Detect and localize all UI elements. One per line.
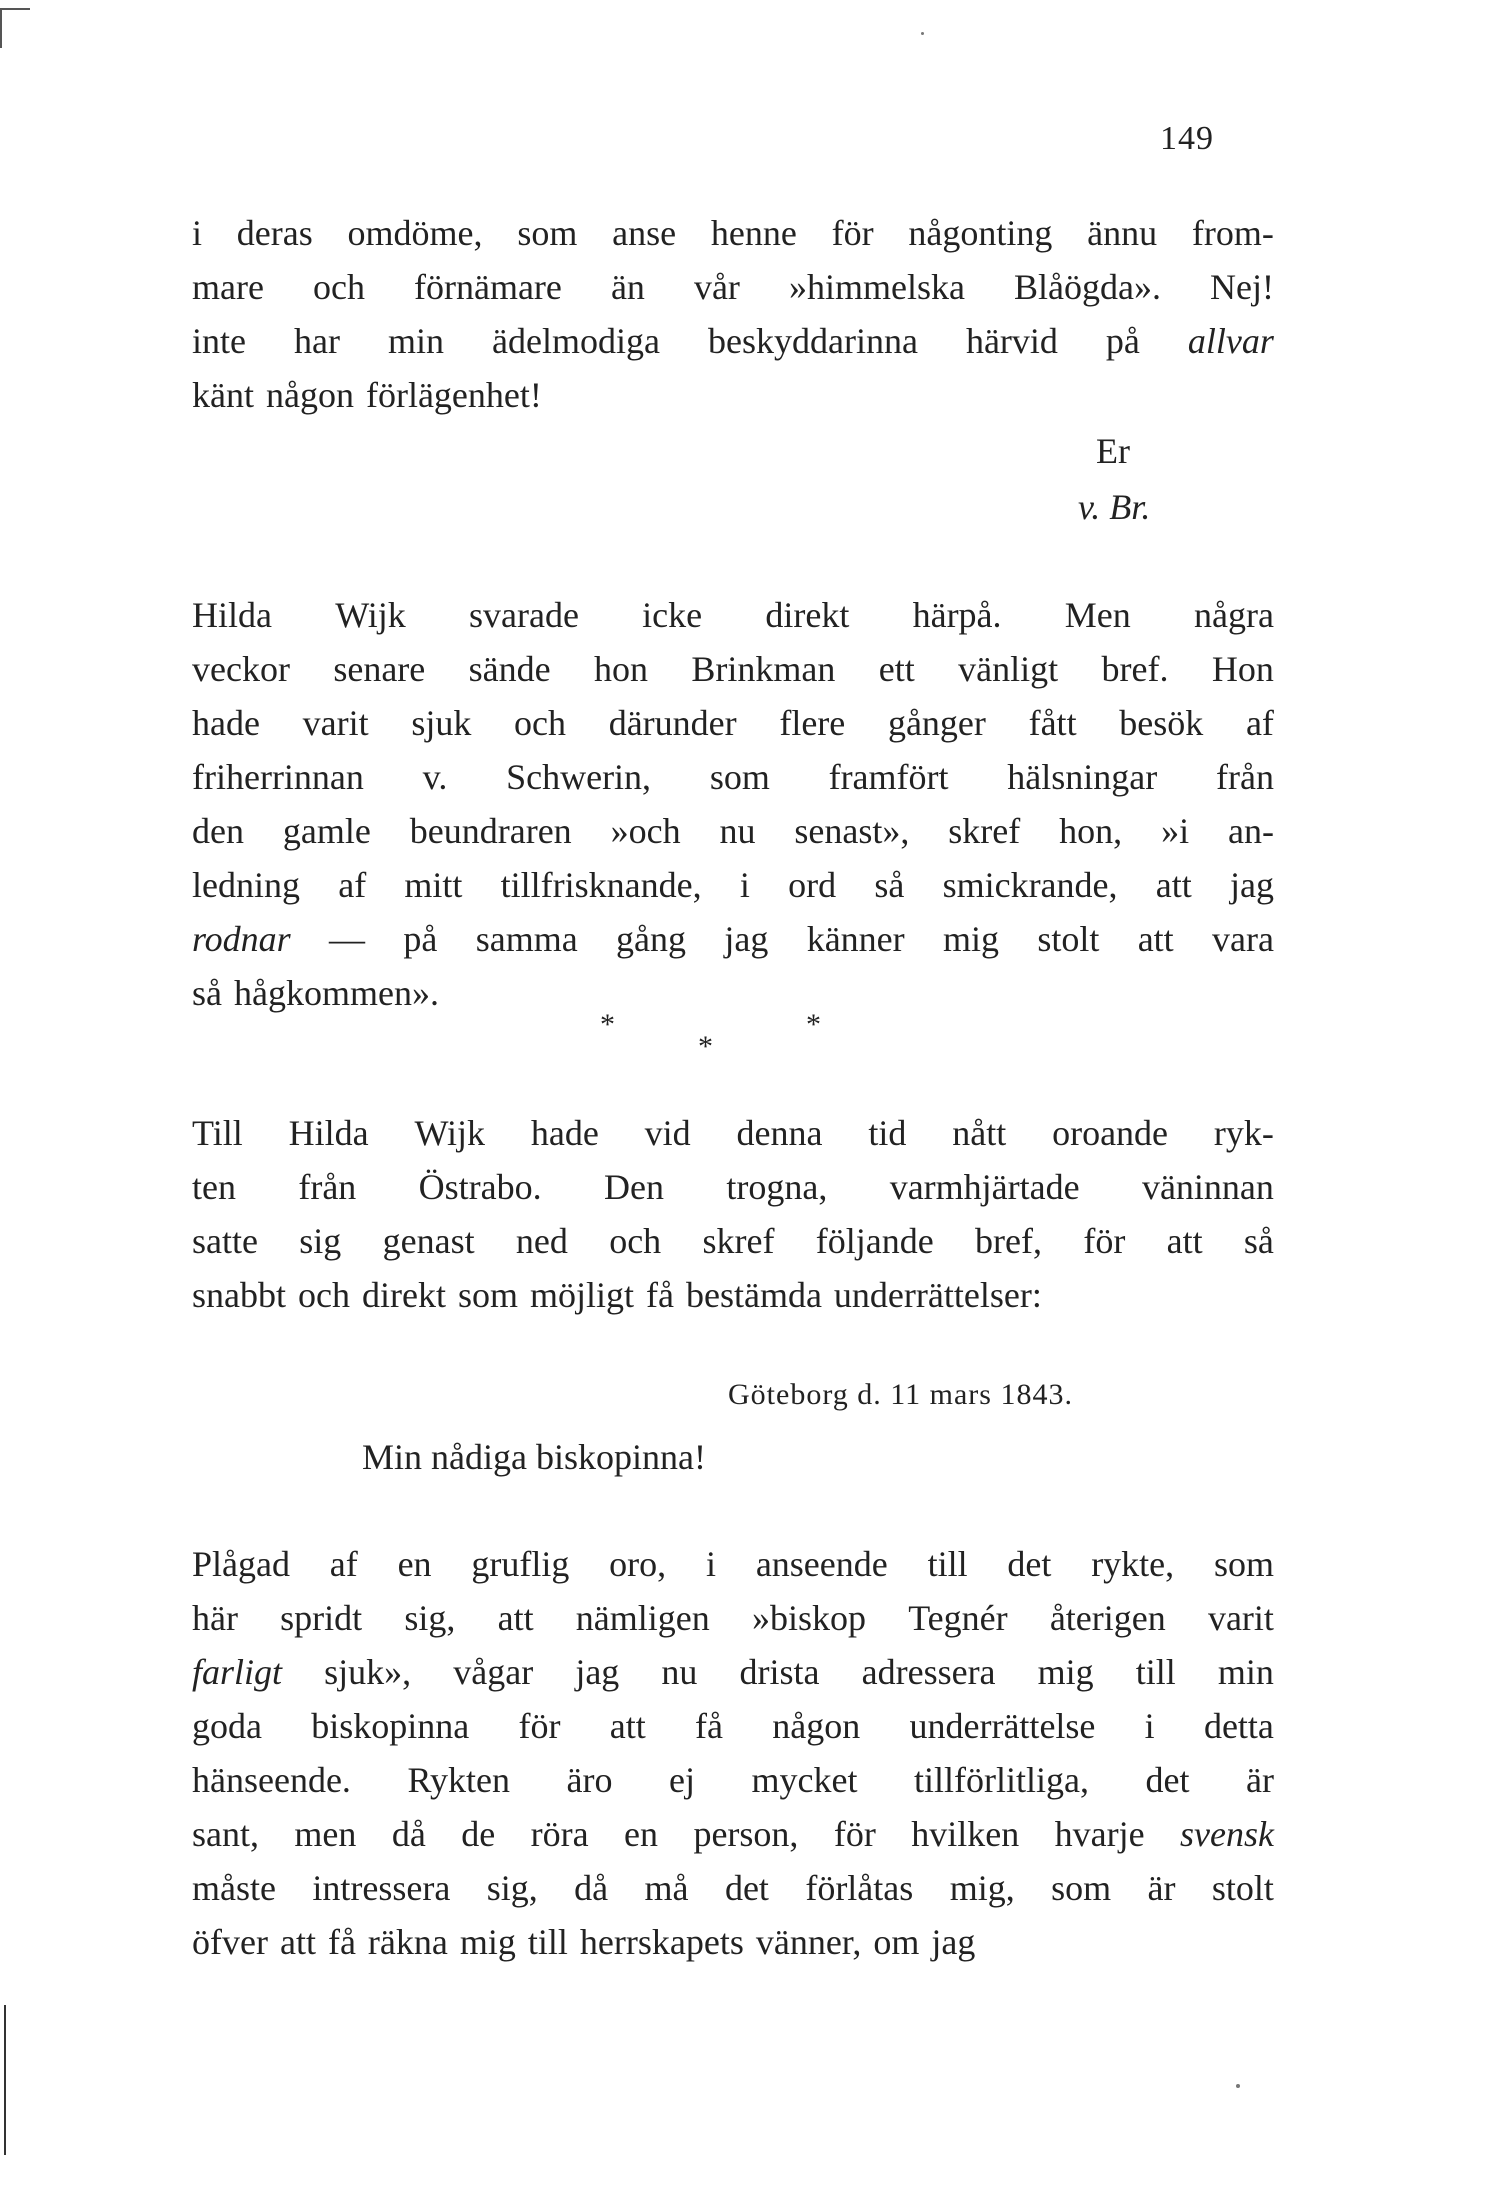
word: Hilda (288, 1113, 369, 1153)
word: veckor (192, 649, 290, 689)
word: ryk- (1213, 1113, 1274, 1153)
word: skref (702, 1221, 775, 1261)
word: i (192, 213, 203, 253)
word: nått (952, 1113, 1007, 1153)
word: beundraren (409, 811, 572, 851)
scan-edge-mark (0, 8, 2, 48)
text-line (192, 314, 1274, 368)
word: härvid (965, 321, 1058, 361)
word: väninnan (1141, 1167, 1274, 1207)
word: tillförlitliga, (914, 1760, 1089, 1800)
word: an- (1227, 811, 1274, 851)
word: här (192, 1598, 238, 1638)
word: att (1137, 919, 1174, 959)
word: att (497, 1598, 534, 1638)
word: i (739, 865, 750, 905)
word: henne (710, 213, 797, 253)
word: hade (192, 703, 260, 743)
word: då (574, 1868, 609, 1908)
word: hänseende. (192, 1760, 351, 1800)
word: hade (530, 1113, 599, 1153)
word: genast (382, 1221, 475, 1261)
word: deras (236, 213, 313, 253)
word: af (1245, 703, 1274, 743)
text-line (192, 750, 1274, 804)
word: jag (575, 1652, 620, 1692)
word: än (610, 267, 645, 307)
word: underrättelser: (833, 1275, 1042, 1315)
text-line (192, 1915, 1274, 1969)
word: så (874, 865, 905, 905)
word: om (873, 1922, 920, 1962)
text-line (192, 912, 1274, 966)
word: förnämare (414, 267, 562, 307)
word: det (1007, 1544, 1052, 1584)
word: — (329, 919, 366, 959)
word: för (833, 1814, 876, 1854)
scan-edge-mark (0, 8, 30, 10)
word: mitt (404, 865, 463, 905)
word: till (927, 1544, 968, 1584)
text-line (192, 1268, 1274, 1322)
word: mare (192, 267, 264, 307)
word: Tegnér (908, 1598, 1008, 1638)
scan-speck (1236, 2084, 1240, 2088)
word: snabbt (192, 1275, 286, 1315)
word: beskyddarinna (707, 321, 918, 361)
word: att (1155, 865, 1192, 905)
word: någonting (908, 213, 1053, 253)
word: mig, (949, 1868, 1015, 1908)
word: från (298, 1167, 357, 1207)
word: en (624, 1814, 659, 1854)
word: få (646, 1275, 674, 1315)
word: så (1243, 1221, 1274, 1261)
word: omdöme, (347, 213, 483, 253)
word: förlåtas (805, 1868, 914, 1908)
word: Wijk (414, 1113, 485, 1153)
section-break-asterisk: * (698, 1030, 713, 1063)
paragraph-2 (192, 588, 1274, 1020)
word: Nej! (1209, 267, 1274, 307)
word: from- (1191, 213, 1274, 253)
word: farligt (192, 1652, 283, 1692)
word: intressera (312, 1868, 451, 1908)
word: stolt (1211, 1868, 1274, 1908)
word: mig (942, 919, 999, 959)
word: det (1145, 1760, 1190, 1800)
word: Men (1064, 595, 1131, 635)
word: det (724, 1868, 769, 1908)
word: nämligen (575, 1598, 710, 1638)
word: smickrande, (942, 865, 1118, 905)
text-line (192, 696, 1274, 750)
word: och (514, 703, 567, 743)
word: friherrinnan (192, 757, 364, 797)
word: denna (736, 1113, 823, 1153)
word: underrättelse (909, 1706, 1096, 1746)
word: direkt (765, 595, 850, 635)
word: allvar (1187, 321, 1274, 361)
scan-edge-mark (4, 2005, 6, 2155)
word: direkt (361, 1275, 446, 1315)
word: mig (459, 1922, 516, 1962)
word: ten (192, 1167, 236, 1207)
word: några (1194, 595, 1274, 635)
word: sig (299, 1221, 342, 1261)
word: känt (192, 375, 254, 415)
text-line (192, 1753, 1274, 1807)
word: vid (644, 1113, 691, 1153)
word: att (279, 1922, 316, 1962)
word: de (461, 1814, 496, 1854)
word: adressera (861, 1652, 996, 1692)
word: sjuk», (324, 1652, 412, 1692)
word: förlägenhet! (365, 375, 542, 415)
word: satte (192, 1221, 258, 1261)
word: och (298, 1275, 350, 1315)
text-line (192, 1699, 1274, 1753)
text-line (192, 804, 1274, 858)
word: bestämda (685, 1275, 822, 1315)
word: från (1215, 757, 1274, 797)
word: gånger (887, 703, 986, 743)
word: få (695, 1706, 723, 1746)
signature-closing: Er (1096, 431, 1130, 471)
word: sant, (192, 1814, 259, 1854)
word: framfört (828, 757, 949, 797)
text-line (192, 1591, 1274, 1645)
word: senare (333, 649, 426, 689)
word: person, (693, 1814, 799, 1854)
word: sig, (404, 1598, 456, 1638)
word: skref (948, 811, 1021, 851)
word: hvilken (911, 1814, 1020, 1854)
word: men (294, 1814, 357, 1854)
word: herrskapets (579, 1922, 744, 1962)
word: gruflig (471, 1544, 570, 1584)
word: nu (719, 811, 756, 851)
word: som (1213, 1544, 1274, 1584)
word: hon, (1059, 811, 1123, 851)
word: samma (475, 919, 578, 959)
word: må (644, 1868, 689, 1908)
word: drista (739, 1652, 820, 1692)
paragraph-3 (192, 1106, 1274, 1322)
word: oroande (1052, 1113, 1169, 1153)
word: måste (192, 1868, 276, 1908)
word: vår (693, 267, 740, 307)
word: ledning (192, 865, 300, 905)
word: är (1246, 1760, 1274, 1800)
word: vara (1212, 919, 1274, 959)
word: »biskop (751, 1598, 866, 1638)
word: att (609, 1706, 646, 1746)
word: till (527, 1922, 568, 1962)
word: Hilda (192, 595, 272, 635)
word: »i (1161, 811, 1190, 851)
word: anse (612, 213, 677, 253)
word: biskopinna (311, 1706, 470, 1746)
word: någon (265, 375, 354, 415)
word: varit (302, 703, 369, 743)
word: så (192, 973, 222, 1013)
word: för (518, 1706, 561, 1746)
word: af (338, 865, 367, 905)
text-line (192, 1807, 1274, 1861)
word: min (387, 321, 444, 361)
text-line (192, 206, 1274, 260)
word: vänner, (755, 1922, 862, 1962)
word: flere (779, 703, 846, 743)
word: fått (1028, 703, 1077, 743)
word: i (705, 1544, 716, 1584)
word: rykte, (1091, 1544, 1175, 1584)
word: nu (661, 1652, 698, 1692)
word: mig (1037, 1652, 1094, 1692)
word: och (609, 1221, 662, 1261)
word: och (312, 267, 365, 307)
word: tid (868, 1113, 907, 1153)
word: följande (815, 1221, 934, 1261)
word: på (1105, 321, 1140, 361)
word: öfver (192, 1922, 268, 1962)
word: tillfrisknande, (500, 865, 702, 905)
word: senast», (794, 811, 910, 851)
word: Brinkman (691, 649, 836, 689)
word: Hon (1211, 649, 1274, 689)
text-line (192, 1160, 1274, 1214)
word: »himmelska (788, 267, 965, 307)
word: jag (1229, 865, 1274, 905)
word: återigen (1049, 1598, 1166, 1638)
word: svensk (1180, 1814, 1274, 1854)
word: ett (878, 649, 915, 689)
word: jag (931, 1922, 976, 1962)
signature-initials: v. Br. (1078, 487, 1151, 527)
word: hvarje (1054, 1814, 1145, 1854)
word: Till (192, 1113, 243, 1153)
word: som (457, 1275, 518, 1315)
word: vågar (453, 1652, 534, 1692)
word: stolt (1037, 919, 1100, 959)
word: känner (806, 919, 905, 959)
word: någon (772, 1706, 861, 1746)
word: bref, (975, 1221, 1043, 1261)
word: den (192, 811, 244, 851)
word: hon (594, 649, 649, 689)
word: goda (192, 1706, 262, 1746)
section-break-asterisk: * (600, 1008, 615, 1041)
word: gamle (282, 811, 371, 851)
word: har (294, 321, 340, 361)
word: som (517, 213, 578, 253)
paragraph-1 (192, 206, 1274, 422)
word: härpå. (912, 595, 1002, 635)
word: varit (1207, 1598, 1274, 1638)
word: jag (724, 919, 769, 959)
word: som (709, 757, 770, 797)
letter-salutation: Min nådiga biskopinna! (362, 1437, 706, 1477)
word: röra (530, 1814, 589, 1854)
word: hågkommen». (234, 973, 439, 1013)
text-line (192, 1214, 1274, 1268)
word: icke (642, 595, 703, 635)
section-break-asterisk: * (806, 1008, 821, 1041)
text-line (192, 260, 1274, 314)
word: oro, (609, 1544, 667, 1584)
word: för (1083, 1221, 1126, 1261)
word: möjligt (529, 1275, 634, 1315)
word: af (329, 1544, 358, 1584)
word: sjuk (411, 703, 472, 743)
word: Schwerin, (506, 757, 652, 797)
word: ännu (1087, 213, 1158, 253)
word: då (391, 1814, 426, 1854)
word: rodnar (192, 919, 291, 959)
text-line (192, 1106, 1274, 1160)
word: spridt (280, 1598, 363, 1638)
word: Wijk (335, 595, 406, 635)
word: ädelmodiga (492, 321, 660, 361)
text-line (192, 1861, 1274, 1915)
word: Blåögda». (1013, 267, 1161, 307)
word: en (397, 1544, 432, 1584)
text-line (192, 1537, 1274, 1591)
text-line (192, 642, 1274, 696)
letter-dateline: Göteborg d. 11 mars 1843. (728, 1378, 1073, 1411)
paragraph-4 (192, 1537, 1274, 1969)
word: på (403, 919, 438, 959)
word: »och (610, 811, 681, 851)
word: äro (566, 1760, 613, 1800)
word: Östrabo. (418, 1167, 542, 1207)
word: min (1217, 1652, 1274, 1692)
word: som (1051, 1868, 1112, 1908)
word: ord (788, 865, 837, 905)
word: inte (192, 321, 246, 361)
text-line (192, 368, 1274, 422)
text-line (192, 858, 1274, 912)
word: mycket (751, 1760, 858, 1800)
word: trogna, (726, 1167, 828, 1207)
word: för (831, 213, 874, 253)
word: varmhjärtade (889, 1167, 1080, 1207)
word: sände (468, 649, 551, 689)
word: i (1144, 1706, 1155, 1746)
word: besök (1119, 703, 1204, 743)
section-break (600, 1008, 840, 1078)
word: ned (515, 1221, 568, 1261)
word: anseende (755, 1544, 888, 1584)
word: därunder (608, 703, 737, 743)
word: sig, (486, 1868, 538, 1908)
word: att (1166, 1221, 1203, 1261)
word: få (327, 1922, 356, 1962)
text-line (192, 1645, 1274, 1699)
page-number: 149 (1160, 120, 1214, 157)
word: hälsningar (1007, 757, 1158, 797)
word: Den (604, 1167, 664, 1207)
word: räkna (367, 1922, 448, 1962)
word: gång (616, 919, 687, 959)
word: vänligt (958, 649, 1059, 689)
word: svarade (469, 595, 579, 635)
word: bref. (1101, 649, 1169, 689)
word: ej (669, 1760, 695, 1800)
word: till (1135, 1652, 1176, 1692)
word: Plågad (192, 1544, 290, 1584)
word: är (1147, 1868, 1176, 1908)
word: Rykten (407, 1760, 511, 1800)
word: v. (422, 757, 448, 797)
scan-speck (921, 32, 924, 35)
word: detta (1203, 1706, 1274, 1746)
text-line (192, 588, 1274, 642)
